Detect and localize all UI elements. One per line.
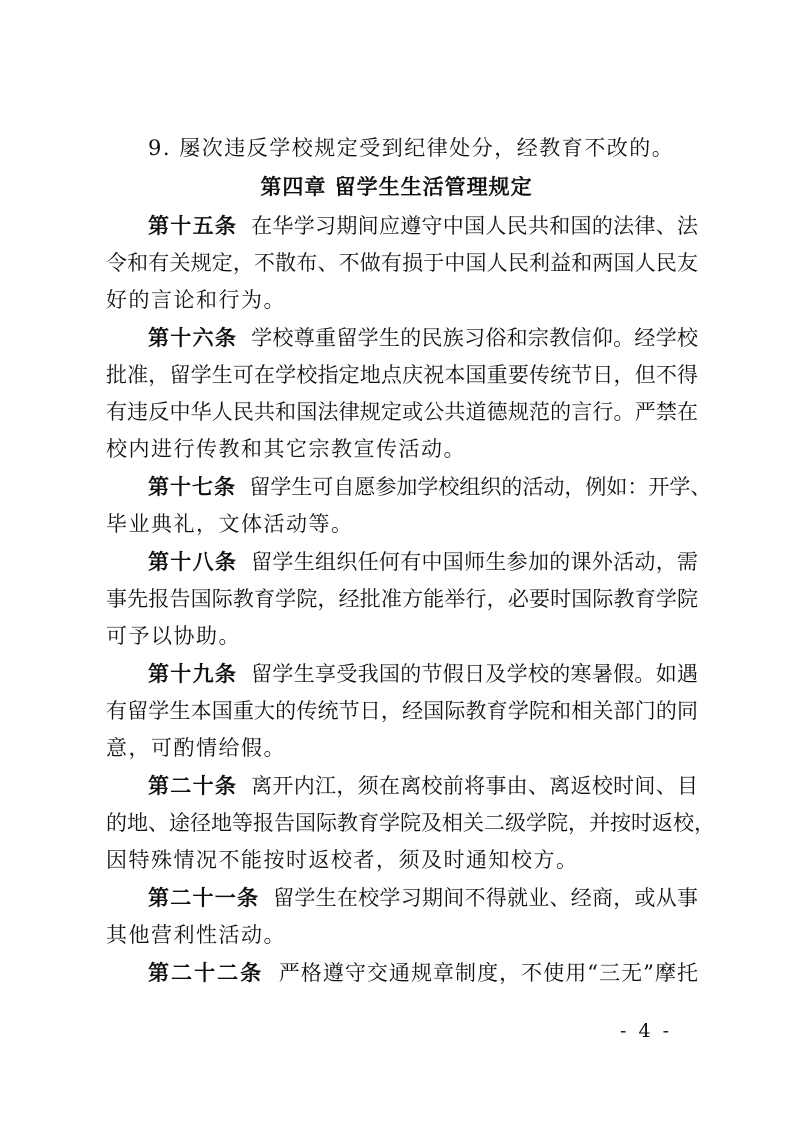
article-20-line: 因特殊情况不能按时返校者，须及时通知校方。: [106, 848, 579, 872]
article-15-text: 在华学习期间应遵守中国人民共和国的法律、法: [251, 214, 699, 238]
article-15-line: 好的言论和行为。: [106, 288, 286, 312]
article-19-label: 第十九条: [148, 662, 238, 686]
article-19-text: 留学生享受我国的节假日及学校的寒暑假。如遇: [251, 662, 699, 686]
article-18-label: 第十八条: [148, 550, 238, 574]
article-19-line: 意，可酌情给假。: [106, 736, 286, 760]
article-17-first-line: [148, 472, 712, 502]
article-20-line: 的地、途径地等报告国际教育学院及相关二级学院，并按时返校，: [106, 811, 715, 835]
article-18-line: 事先报告国际教育学院，经批准方能举行，必要时国际教育学院: [106, 587, 698, 611]
list-item-9: 9. 屡次违反学校规定受到纪律处分，经教育不改的。: [148, 136, 675, 160]
article-20-label: 第二十条: [148, 774, 238, 798]
article-17-label: 第十七条: [148, 475, 236, 499]
article-15-label: 第十五条: [148, 214, 238, 238]
article-22-label: 第二十二条: [148, 961, 264, 985]
article-16-line: 有违反中华人民共和国法律规定或公共道德规范的言行。严禁在: [106, 400, 698, 424]
article-18-line: 可予以协助。: [106, 624, 241, 648]
article-17-text: 留学生可自愿参加学校组织的活动，例如：开学、: [249, 475, 712, 499]
article-18-text: 留学生组织任何有中国师生参加的课外活动，需: [251, 550, 699, 574]
article-15-line: 令和有关规定，不散布、不做有损于中国人民利益和两国人民友: [106, 251, 698, 275]
article-21-label: 第二十一条: [148, 886, 260, 910]
article-22-text: 严格遵守交通规章制度，不使用“三无”摩托: [278, 961, 699, 985]
article-16-line: 校内进行传教和其它宗教宣传活动。: [106, 437, 466, 461]
article-15-first-line: [148, 211, 698, 241]
article-21-first-line: [148, 883, 698, 913]
article-16-first-line: [148, 323, 698, 353]
article-20-text: 离开内江，须在离校前将事由、离返校时间、目: [251, 774, 699, 798]
article-16-label: 第十六条: [148, 326, 238, 350]
article-20-first-line: [148, 771, 698, 801]
article-22-first-line: [148, 958, 698, 988]
page-number: - 4 -: [620, 1020, 673, 1042]
article-17-line: 毕业典礼，文体活动等。: [106, 512, 354, 536]
article-19-first-line: [148, 659, 698, 689]
article-16-text: 学校尊重留学生的民族习俗和宗教信仰。经学校: [251, 326, 699, 350]
article-21-line: 其他营利性活动。: [106, 923, 286, 947]
chapter-title: 第四章 留学生生活管理规定: [260, 175, 533, 199]
article-21-text: 留学生在校学习期间不得就业、经商，或从事: [273, 886, 699, 910]
article-18-first-line: [148, 547, 698, 577]
article-19-line: 有留学生本国重大的传统节日，经国际教育学院和相关部门的同: [106, 699, 698, 723]
article-16-line: 批准，留学生可在学校指定地点庆祝本国重要传统节日，但不得: [106, 363, 698, 387]
